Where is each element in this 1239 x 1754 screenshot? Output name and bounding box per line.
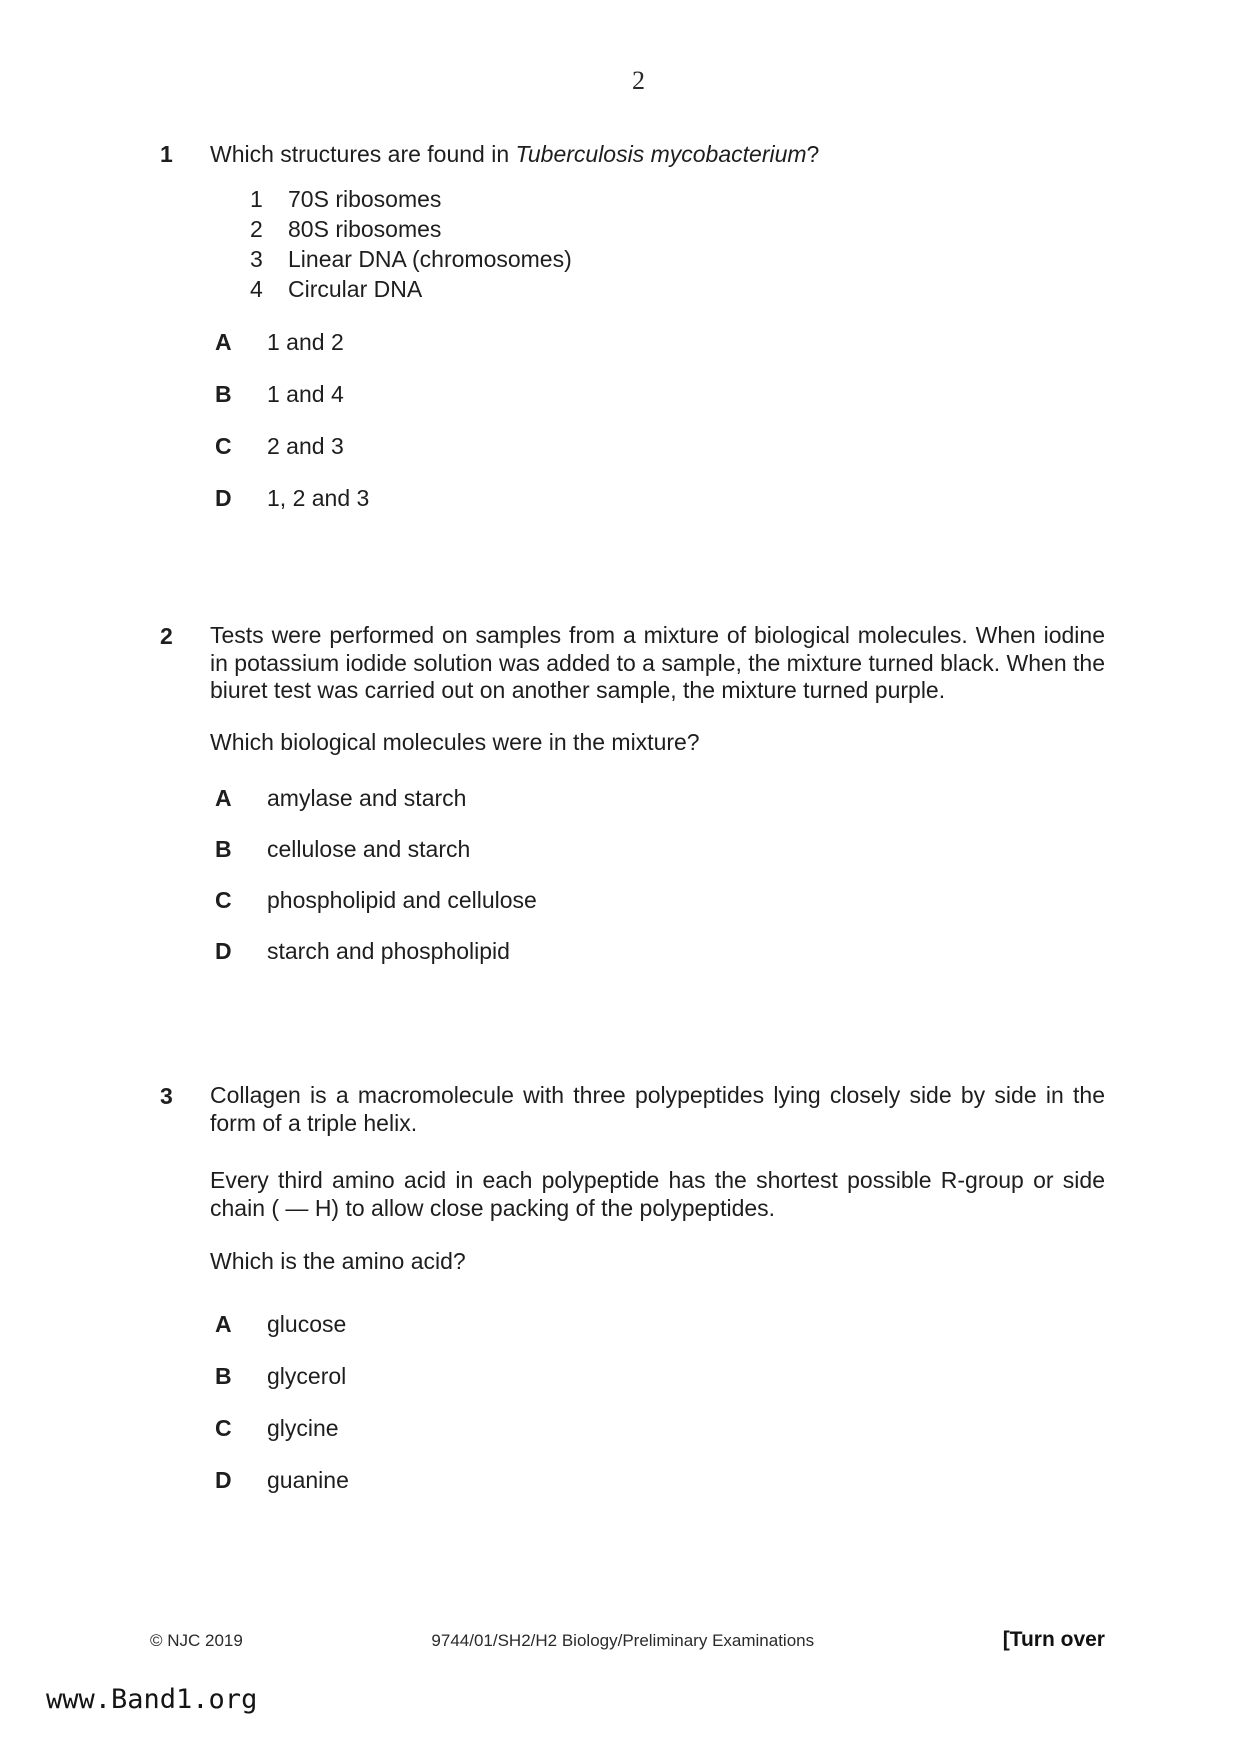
- question-3-row: [160, 1082, 1105, 1518]
- option-letter: A: [215, 785, 232, 811]
- option-letter: B: [215, 381, 232, 407]
- option-row: [210, 432, 1105, 460]
- question-1-stem-italic: Tuberculosis mycobacterium: [515, 141, 807, 167]
- option-row: [210, 380, 1105, 408]
- question-1: [160, 140, 1105, 536]
- question-3-options: [210, 1310, 1105, 1494]
- question-1-stem: [210, 140, 1105, 168]
- statement-item: [250, 244, 1105, 274]
- question-1-stem-suffix: ?: [806, 141, 820, 167]
- option-letter: C: [215, 1414, 232, 1441]
- statement-item: [250, 184, 1105, 214]
- option-row: [210, 1414, 1105, 1442]
- statement-text: 70S ribosomes: [288, 186, 442, 212]
- statement-number: 4: [250, 276, 263, 302]
- question-2-question-line: Which biological molecules were in the mixture?: [210, 728, 700, 755]
- question-1-stem-prefix: Which structures are found in: [210, 141, 516, 167]
- page-footer: [150, 1628, 1105, 1652]
- question-2-options: [210, 784, 1105, 965]
- statement-number: 2: [250, 216, 263, 242]
- statement-text: 80S ribosomes: [288, 216, 442, 242]
- footer-turn-over: [Turn over: [1002, 1628, 1105, 1651]
- option-letter: A: [215, 329, 232, 355]
- option-letter: C: [215, 433, 232, 459]
- question-2-paragraph: Tests were performed on samples from a mixture of biological molecules. When iodine in potassium iodide solution was added to a sample, the mixture turned black. When the biuret test was carried out on another sample, the mixture turned purple.: [210, 622, 1105, 703]
- footer-exam-code: 9744/01/SH2/H2 Biology/Preliminary Examinations: [431, 1631, 815, 1650]
- option-row: [210, 484, 1105, 512]
- question-2: [160, 622, 1105, 988]
- question-2-row: [160, 622, 1105, 988]
- question-3-question-line: Which is the amino acid?: [210, 1248, 466, 1274]
- option-text: 1 and 2: [267, 329, 344, 355]
- page-number: 2: [632, 66, 645, 95]
- question-3-paragraph-2: Every third amino acid in each polypeptide has the shortest possible R-group or side chain ( — H) to allow close packing of the polypeptides.: [210, 1167, 1105, 1221]
- option-row: [210, 1310, 1105, 1338]
- question-1-options: [210, 328, 1105, 512]
- option-text: phospholipid and cellulose: [267, 887, 537, 913]
- option-letter: C: [215, 887, 232, 913]
- question-3-body: [210, 1082, 1105, 1518]
- option-letter: B: [215, 1362, 232, 1389]
- question-1-row: [160, 140, 1105, 536]
- option-letter: A: [215, 1310, 232, 1337]
- question-2-number: 2: [160, 623, 173, 649]
- question-1-statement-list: [210, 184, 1105, 304]
- statement-number: 1: [250, 186, 263, 212]
- option-row: [210, 1362, 1105, 1390]
- option-text: 2 and 3: [267, 433, 344, 459]
- option-letter: D: [215, 938, 232, 964]
- question-1-number: 1: [160, 141, 173, 167]
- statement-item: [250, 214, 1105, 244]
- question-3-paragraph-1: Collagen is a macromolecule with three polypeptides lying closely side by side in the form of a triple helix.: [210, 1082, 1105, 1136]
- question-3: [160, 1082, 1105, 1518]
- statement-text: Circular DNA: [288, 276, 423, 302]
- statement-number: 3: [250, 246, 263, 272]
- footer-copyright: © NJC 2019: [150, 1631, 243, 1650]
- option-row: [210, 937, 1105, 965]
- option-row: [210, 328, 1105, 356]
- question-3-number: 3: [160, 1083, 173, 1109]
- option-text: 1 and 4: [267, 381, 344, 407]
- option-text: glycerol: [267, 1362, 347, 1389]
- statement-item: [250, 274, 1105, 304]
- option-text: glycine: [267, 1414, 339, 1441]
- option-row: [210, 1466, 1105, 1494]
- option-row: [210, 784, 1105, 812]
- question-1-body: [210, 140, 1105, 536]
- option-text: amylase and starch: [267, 785, 467, 811]
- question-2-body: [210, 622, 1105, 988]
- watermark-url: www.Band1.org: [46, 1684, 258, 1715]
- statement-text: Linear DNA (chromosomes): [288, 246, 572, 272]
- option-text: 1, 2 and 3: [267, 485, 370, 511]
- option-text: cellulose and starch: [267, 836, 471, 862]
- option-text: glucose: [267, 1310, 347, 1337]
- option-letter: D: [215, 485, 232, 511]
- option-row: [210, 886, 1105, 914]
- option-letter: B: [215, 836, 232, 862]
- option-row: [210, 835, 1105, 863]
- option-letter: D: [215, 1466, 232, 1493]
- option-text: starch and phospholipid: [267, 938, 510, 964]
- option-text: guanine: [267, 1466, 349, 1493]
